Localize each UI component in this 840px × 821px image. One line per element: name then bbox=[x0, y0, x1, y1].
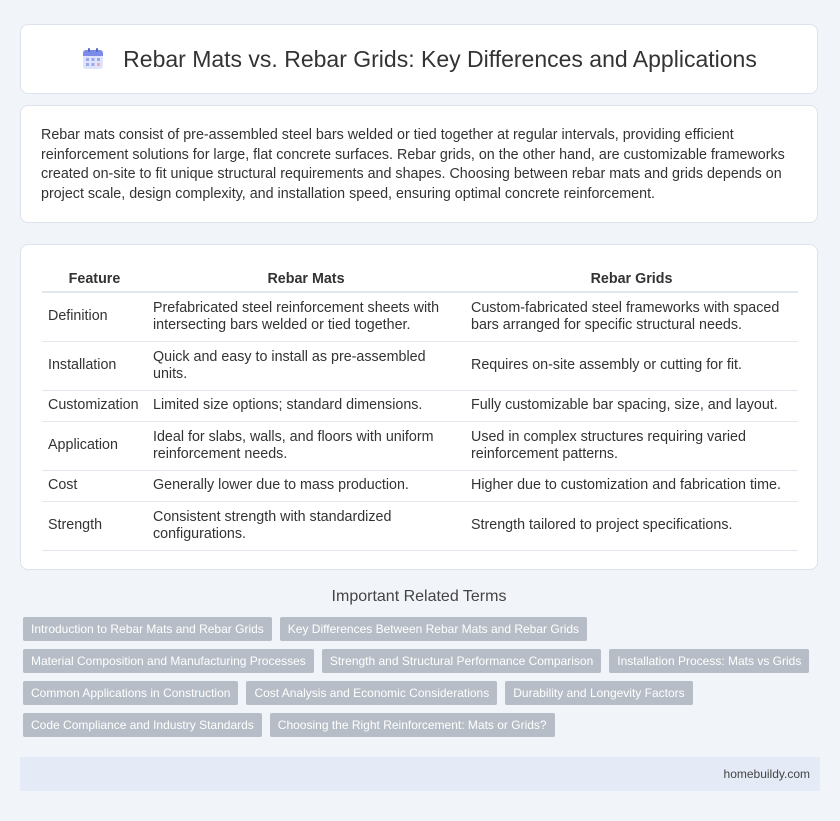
table-header-row bbox=[42, 265, 798, 293]
mats-cell: Quick and easy to install as pre-assembled units. bbox=[147, 342, 465, 391]
related-term-tag[interactable]: Installation Process: Mats vs Grids bbox=[609, 649, 809, 673]
related-terms-tags bbox=[20, 617, 818, 745]
grids-cell: Strength tailored to project specifications. bbox=[465, 502, 798, 551]
header-rebar-mats: Rebar Mats bbox=[147, 265, 465, 293]
header-feature: Feature bbox=[42, 265, 147, 293]
page-title: Rebar Mats vs. Rebar Grids: Key Differences and Applications bbox=[123, 45, 757, 72]
table-row bbox=[42, 422, 798, 471]
related-term-tag[interactable]: Cost Analysis and Economic Considerations bbox=[246, 681, 497, 705]
grids-cell: Higher due to customization and fabrication time. bbox=[465, 471, 798, 502]
table-row bbox=[42, 391, 798, 422]
related-terms-title: Important Related Terms bbox=[331, 588, 507, 605]
mats-cell: Prefabricated steel reinforcement sheets with intersecting bars welded or tied together. bbox=[147, 293, 465, 342]
feature-cell: Cost bbox=[42, 471, 147, 502]
related-term-tag[interactable]: Code Compliance and Industry Standards bbox=[23, 713, 262, 737]
mats-cell: Limited size options; standard dimensions. bbox=[147, 391, 465, 422]
footer-site-link[interactable]: homebuildy.com bbox=[723, 767, 810, 781]
grids-cell: Fully customizable bar spacing, size, and layout. bbox=[465, 391, 798, 422]
table-row bbox=[42, 502, 798, 551]
related-term-tag[interactable]: Key Differences Between Rebar Mats and Rebar Grids bbox=[280, 617, 587, 641]
mats-cell: Generally lower due to mass production. bbox=[147, 471, 465, 502]
feature-cell: Customization bbox=[42, 391, 147, 422]
comparison-table bbox=[42, 265, 798, 551]
feature-cell: Definition bbox=[42, 293, 147, 342]
related-term-tag[interactable]: Durability and Longevity Factors bbox=[505, 681, 692, 705]
mats-cell: Ideal for slabs, walls, and floors with uniform reinforcement needs. bbox=[147, 422, 465, 471]
related-term-tag[interactable]: Introduction to Rebar Mats and Rebar Grids bbox=[23, 617, 272, 641]
related-terms-section bbox=[20, 588, 818, 745]
comparison-table-card bbox=[20, 244, 818, 570]
intro-paragraph: Rebar mats consist of pre-assembled steel bars welded or tied together at regular intervals, providing efficient reinforcement solutions for large, flat concrete surfaces. Rebar grids, on the other hand, are customizable frameworks created on-site to fit unique structural requirements and shapes. Choosing between rebar mats and grids depends on project scale, design complexity, and installation speed, ensuring optimal concrete reinforcement. bbox=[41, 127, 785, 202]
grids-cell: Requires on-site assembly or cutting for fit. bbox=[465, 342, 798, 391]
table-row bbox=[42, 342, 798, 391]
grids-cell: Custom-fabricated steel frameworks with spaced bars arranged for specific structural needs. bbox=[465, 293, 798, 342]
feature-cell: Strength bbox=[42, 502, 147, 551]
intro-card bbox=[20, 105, 818, 223]
header-rebar-grids: Rebar Grids bbox=[465, 265, 798, 293]
header-card bbox=[20, 24, 818, 94]
grids-cell: Used in complex structures requiring varied reinforcement patterns. bbox=[465, 422, 798, 471]
related-term-tag[interactable]: Strength and Structural Performance Comparison bbox=[322, 649, 601, 673]
feature-cell: Installation bbox=[42, 342, 147, 391]
related-term-tag[interactable]: Material Composition and Manufacturing Processes bbox=[23, 649, 314, 673]
calendar-grid-icon bbox=[81, 47, 105, 71]
footer bbox=[20, 757, 820, 791]
feature-cell: Application bbox=[42, 422, 147, 471]
related-term-tag[interactable]: Choosing the Right Reinforcement: Mats or Grids? bbox=[270, 713, 555, 737]
mats-cell: Consistent strength with standardized configurations. bbox=[147, 502, 465, 551]
table-row bbox=[42, 471, 798, 502]
table-row bbox=[42, 293, 798, 342]
related-term-tag[interactable]: Common Applications in Construction bbox=[23, 681, 238, 705]
